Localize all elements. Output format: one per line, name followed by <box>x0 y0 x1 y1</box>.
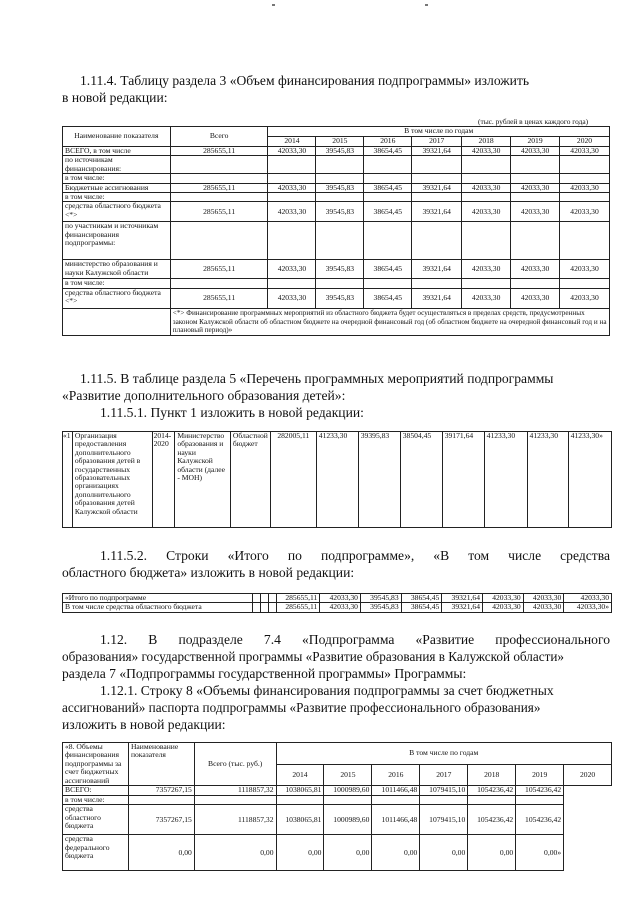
row-value: 42033,30 <box>462 260 511 279</box>
row-value: 0,00» <box>516 835 564 871</box>
year-header: 2015 <box>324 764 372 786</box>
row-value: 42033,30 <box>268 260 316 279</box>
row-value: 39545,83 <box>316 288 364 308</box>
row-value <box>511 279 560 288</box>
table-row <box>63 147 610 156</box>
row-label: средства областного бюджета <*> <box>63 202 171 222</box>
row-value <box>268 222 316 260</box>
row-value <box>560 174 610 183</box>
row-value: 0,00 <box>372 835 420 871</box>
row-value <box>462 193 511 202</box>
row-value: 42033,30 <box>564 594 612 603</box>
empty-cell <box>268 594 276 603</box>
table-row <box>63 835 612 871</box>
row-value: 0,00 <box>324 835 372 871</box>
row-value: 42033,30 <box>320 603 361 612</box>
row-value <box>462 279 511 288</box>
row-total: 285655,11 <box>276 603 320 612</box>
row-value <box>468 796 516 805</box>
row-value <box>560 156 610 174</box>
row-total <box>170 156 268 174</box>
row-value <box>268 156 316 174</box>
row-value: 39321,64 <box>412 183 462 192</box>
table-row <box>63 279 610 288</box>
item-period: 2014-2020 <box>152 432 175 528</box>
row-value: 39321,64 <box>412 147 462 156</box>
row-value: 1054236,42 <box>468 805 516 835</box>
row-value: 39545,83 <box>360 594 401 603</box>
row-total <box>170 193 268 202</box>
row-value: 1118857,32 <box>194 805 276 835</box>
item-value: 41233,30» <box>568 432 611 528</box>
row-value: 42033,30 <box>462 147 511 156</box>
header-years-group: В том числе по годам <box>268 127 610 137</box>
row-value <box>316 193 364 202</box>
row-value <box>364 222 412 260</box>
row-value: 1038065,81 <box>276 805 324 835</box>
table-row <box>63 603 612 612</box>
row-total: 285655,11 <box>276 594 320 603</box>
row-total: 7357267,15 <box>128 786 194 796</box>
row-value <box>511 156 560 174</box>
item-value: 38504,45 <box>400 432 442 528</box>
row-value: 42033,30 <box>483 594 524 603</box>
row-value <box>560 279 610 288</box>
item-value: 39171,64 <box>442 432 484 528</box>
row-label: средства федерального бюджета <box>63 835 129 871</box>
row-value: 42033,30 <box>560 183 610 192</box>
item-executor: Министерство образования и науки Калужской области (далее - МОН) <box>175 432 231 528</box>
empty-cell <box>260 603 268 612</box>
row-value: 42033,30 <box>523 603 564 612</box>
row-label: средства областного бюджета <*> <box>63 288 171 308</box>
row-value: 0,00 <box>194 835 276 871</box>
year-header: 2017 <box>420 764 468 786</box>
row-value <box>268 174 316 183</box>
row-value <box>268 193 316 202</box>
row-value: 1011466,48 <box>372 805 420 835</box>
row-value: 42033,30 <box>268 183 316 192</box>
footnote: <*> Финансирование программных мероприятий из областного бюджета будет осуществляться в пределах средств, предусмотренных законом Калужской области об областном бюджете на очередной финансовый год (об областном бюджете на очередной финансовый год и на плановый период)» <box>170 308 609 335</box>
year-header: 2020 <box>564 764 612 786</box>
row-value: 39545,83 <box>316 147 364 156</box>
row-value: 1118857,32 <box>194 786 276 796</box>
row-value: 42033,30 <box>511 147 560 156</box>
row-value: 42033,30 <box>511 202 560 222</box>
table-row <box>63 202 610 222</box>
sec4-line6: изложить в новой редакции: <box>62 717 226 732</box>
table-row <box>63 260 610 279</box>
row-value <box>316 174 364 183</box>
row-total: 285655,11 <box>170 202 268 222</box>
row-value <box>516 796 564 805</box>
sec2-line1: 1.11.5. В таблице раздела 5 «Перечень программных мероприятий подпрограммы <box>80 371 554 386</box>
row-value <box>364 174 412 183</box>
empty-cell <box>252 594 260 603</box>
row-value: 42033,30 <box>560 202 610 222</box>
row-total <box>170 174 268 183</box>
table-row <box>63 594 612 603</box>
row-value: 39545,83 <box>316 202 364 222</box>
row-value: 42033,30 <box>268 202 316 222</box>
row-value: 42033,30 <box>523 594 564 603</box>
year-header: 2014 <box>268 137 316 147</box>
empty-cell <box>268 603 276 612</box>
row-value <box>316 222 364 260</box>
row-value <box>412 222 462 260</box>
row-value <box>268 279 316 288</box>
row-value: 0,00 <box>276 835 324 871</box>
row-value: 42033,30 <box>462 202 511 222</box>
table-row <box>63 222 610 260</box>
row-value: 42033,30 <box>560 260 610 279</box>
row-value <box>324 796 372 805</box>
row-label: средства областного бюджета <box>63 805 129 835</box>
sec4-line1-text: 1.12. В подразделе 7.4 «Подпрограмма «Развитие профессионального <box>100 632 610 647</box>
row-value: 42033,30 <box>511 183 560 192</box>
row-value: 39321,64 <box>442 603 483 612</box>
sec3-line2: областного бюджета» изложить в новой редакции: <box>62 565 355 580</box>
row-value: 1054236,42 <box>468 786 516 796</box>
item-value: 39395,83 <box>358 432 400 528</box>
row-total: 285655,11 <box>170 183 268 192</box>
year-header: 2015 <box>316 137 364 147</box>
row-label: «Итого по подпрограмме <box>63 594 253 603</box>
row-value: 42033,30 <box>320 594 361 603</box>
passport-header-years-group: В том числе по годам <box>276 743 612 765</box>
row-total: 285655,11 <box>170 288 268 308</box>
row-value: 38654,45 <box>364 202 412 222</box>
row-value: 0,00 <box>468 835 516 871</box>
year-header: 2016 <box>372 764 420 786</box>
table-row <box>63 183 610 192</box>
table-row <box>63 796 612 805</box>
sec4-line1 <box>100 631 610 648</box>
row-total <box>170 279 268 288</box>
row-label: в том числе: <box>63 174 171 183</box>
row-value: 38654,45 <box>364 147 412 156</box>
row-value: 39545,83 <box>316 183 364 192</box>
row-value <box>364 279 412 288</box>
row-value: 42033,30 <box>462 288 511 308</box>
row-value <box>412 174 462 183</box>
row-value <box>412 279 462 288</box>
row-value <box>412 193 462 202</box>
row-value: 42033,30 <box>268 288 316 308</box>
row-value: 1000989,60 <box>324 805 372 835</box>
header-name: Наименование показателя <box>63 127 171 147</box>
sec1-heading-line2: в новой редакции: <box>62 90 168 105</box>
row-value: 39545,83 <box>316 260 364 279</box>
row-label: по участникам и источникам финансирования подпрограммы: <box>63 222 171 260</box>
row-value <box>420 796 468 805</box>
row-value: 38654,45 <box>364 183 412 192</box>
row-value: 39321,64 <box>412 288 462 308</box>
row-value <box>364 193 412 202</box>
table-row <box>63 786 612 796</box>
row-value: 1079415,10 <box>420 786 468 796</box>
row-value <box>511 174 560 183</box>
row-value: 1079415,10 <box>420 805 468 835</box>
scan-artifact <box>272 4 275 6</box>
sec2-line3: 1.11.5.1. Пункт 1 изложить в новой редакции: <box>100 405 364 420</box>
row-value: 38654,45 <box>364 288 412 308</box>
row-label: ВСЕГО: <box>63 786 129 796</box>
sec3-line1 <box>100 547 610 564</box>
row-value <box>194 796 276 805</box>
row-label: ВСЕГО, в том числе <box>63 147 171 156</box>
footnote-spacer <box>63 308 171 335</box>
item-number: «1 <box>63 432 73 528</box>
empty-cell <box>260 594 268 603</box>
row-value <box>511 222 560 260</box>
row-total: 285655,11 <box>170 147 268 156</box>
row-value <box>364 156 412 174</box>
table-row <box>63 156 610 174</box>
item-total: 282005,11 <box>270 432 316 528</box>
empty-cell <box>252 603 260 612</box>
row-value <box>276 796 324 805</box>
sec2-line2: «Развитие дополнительного образования детей»: <box>62 388 346 403</box>
row-label: в том числе: <box>63 796 129 805</box>
row-value <box>462 222 511 260</box>
row-total: 285655,11 <box>170 260 268 279</box>
row-value <box>316 279 364 288</box>
table-row <box>63 193 610 202</box>
row-value: 42033,30 <box>268 147 316 156</box>
row-value: 42033,30 <box>483 603 524 612</box>
scan-artifact <box>425 4 428 6</box>
row-label: в том числе: <box>63 279 171 288</box>
item-source: Областной бюджет <box>230 432 270 528</box>
row-label: В том числе средства областного бюджета <box>63 603 253 612</box>
item-name: Организация предоставления дополнительного образования детей в государственных образовательных организациях дополнительного образования детей Калужской области <box>72 432 152 528</box>
row-value: 39545,83 <box>360 603 401 612</box>
row-value: 1038065,81 <box>276 786 324 796</box>
passport-left-label: «8. Объемы финансирования подпрограммы за счет бюджетных ассигнований <box>63 743 129 786</box>
year-header: 2019 <box>516 764 564 786</box>
row-value: 42033,30» <box>564 603 612 612</box>
table-row <box>63 805 612 835</box>
row-value: 1011466,48 <box>372 786 420 796</box>
passport-header-total: Всего (тыс. руб.) <box>194 743 276 786</box>
row-label: по источникам финансирования: <box>63 156 171 174</box>
table-row <box>63 288 610 308</box>
sec4-line3: раздела 7 «Подпрограммы государственной программы» Программы: <box>62 666 467 681</box>
row-label: министерство образования и науки Калужской области <box>63 260 171 279</box>
row-total <box>128 796 194 805</box>
row-value: 1054236,42 <box>516 805 564 835</box>
year-header: 2016 <box>364 137 412 147</box>
row-value <box>462 156 511 174</box>
measures-table <box>62 431 612 528</box>
passport-header-name: Наименование показателя <box>128 743 194 786</box>
row-value: 38654,45 <box>401 603 442 612</box>
row-total: 7357267,15 <box>128 805 194 835</box>
row-value <box>560 222 610 260</box>
item-value: 41233,30 <box>316 432 358 528</box>
item-value: 41233,30 <box>527 432 568 528</box>
passport-table <box>62 742 612 871</box>
row-value: 38654,45 <box>364 260 412 279</box>
totals-table <box>62 593 612 613</box>
sec1-heading-line1: 1.11.4. Таблицу раздела 3 «Объем финансирования подпрограммы» изложить <box>80 73 530 88</box>
row-label: Бюджетные ассигнования <box>63 183 171 192</box>
row-label: в том числе: <box>63 193 171 202</box>
sec4-line4: 1.12.1. Строку 8 «Объемы финансирования подпрограммы за счет бюджетных <box>100 683 554 698</box>
row-value <box>462 174 511 183</box>
row-value: 42033,30 <box>560 288 610 308</box>
row-value: 0,00 <box>420 835 468 871</box>
row-value: 42033,30 <box>511 260 560 279</box>
row-value <box>316 156 364 174</box>
sec4-line2: образования» государственной программы «Развитие образования в Калужской области» <box>62 649 564 664</box>
year-header: 2018 <box>468 764 516 786</box>
row-value: 42033,30 <box>462 183 511 192</box>
row-value <box>412 156 462 174</box>
year-header: 2017 <box>412 137 462 147</box>
row-value: 39321,64 <box>412 260 462 279</box>
row-total: 0,00 <box>128 835 194 871</box>
year-header: 2014 <box>276 764 324 786</box>
financing-table <box>62 126 610 336</box>
header-total: Всего <box>170 127 268 147</box>
row-value: 38654,45 <box>401 594 442 603</box>
row-value: 39321,64 <box>412 202 462 222</box>
year-header: 2018 <box>462 137 511 147</box>
sec4-line5: ассигнований» паспорта подпрограммы «Развитие профессионального образования» <box>62 700 541 715</box>
sec3-line1-text: 1.11.5.2. Строки «Итого по подпрограмме», «В том числе средства <box>100 548 610 563</box>
row-value: 42033,30 <box>560 147 610 156</box>
row-value <box>372 796 420 805</box>
units-note: (тыс. рублей в ценах каждого года) <box>478 117 589 126</box>
item-value: 41233,30 <box>484 432 527 528</box>
row-value <box>511 193 560 202</box>
row-value: 1000989,60 <box>324 786 372 796</box>
row-total <box>170 222 268 260</box>
row-value: 1054236,42 <box>516 786 564 796</box>
row-value: 39321,64 <box>442 594 483 603</box>
year-header: 2020 <box>560 137 610 147</box>
row-value <box>560 193 610 202</box>
table-row <box>63 174 610 183</box>
row-value: 42033,30 <box>511 288 560 308</box>
year-header: 2019 <box>511 137 560 147</box>
